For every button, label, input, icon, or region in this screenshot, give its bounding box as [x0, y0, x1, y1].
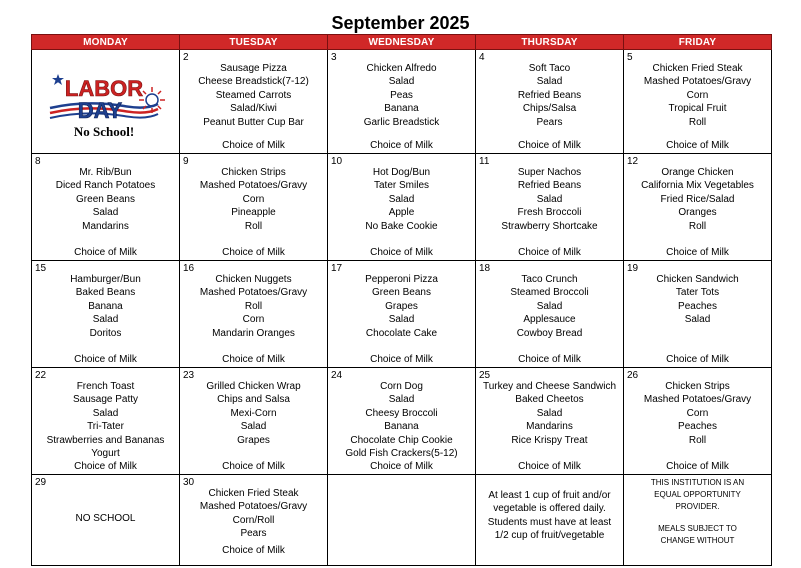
menu-items — [624, 261, 771, 327]
day-number: 16 — [183, 263, 195, 274]
menu-item: Steamed Broccoli — [510, 287, 589, 299]
menu-item: Peaches — [678, 300, 717, 312]
menu-item: Green Beans — [76, 193, 135, 205]
milk-choice: Choice of Milk — [370, 461, 433, 472]
milk-choice: Choice of Milk — [74, 247, 137, 258]
menu-item: Salad — [92, 207, 119, 219]
statement-line: CHANGE WITHOUT — [660, 536, 735, 545]
menu-item: Salad — [388, 394, 415, 406]
menu-item: Peanut Butter Cup Bar — [203, 116, 304, 128]
menu-item: Salad — [536, 407, 563, 419]
header-thursday: THURSDAY — [476, 35, 624, 50]
day-number: 22 — [35, 370, 47, 381]
week-row-3 — [32, 261, 772, 368]
menu-item: Steamed Carrots — [215, 89, 292, 101]
statement-line: THIS INSTITUTION IS AN — [650, 478, 745, 487]
header-wednesday: WEDNESDAY — [328, 35, 476, 50]
milk-choice: Choice of Milk — [666, 140, 729, 151]
menu-item: Sausage Patty — [72, 394, 139, 406]
menu-item: Orange Chicken — [661, 167, 734, 178]
day-number: 4 — [479, 52, 485, 63]
menu-item: Salad/Kiwi — [230, 103, 277, 115]
menu-item: Salad — [92, 314, 119, 326]
menu-item: Turkey and Cheese Sandwich — [482, 381, 617, 392]
menu-item: French Toast — [76, 381, 135, 392]
day-cell — [32, 261, 180, 368]
menu-item: Roll — [688, 220, 707, 232]
menu-item: Salad — [388, 314, 415, 326]
day-number: 19 — [627, 263, 639, 274]
milk-choice: Choice of Milk — [666, 354, 729, 365]
logo-labor-text: LABOR — [64, 76, 144, 101]
statement-line: MEALS SUBJECT TO — [658, 524, 737, 533]
day-number: 30 — [183, 477, 195, 488]
menu-item: Refried Beans — [517, 89, 582, 101]
note-line: Students must have at least — [487, 516, 612, 528]
note-line: At least 1 cup of fruit and/or — [488, 490, 611, 501]
menu-items — [476, 154, 623, 233]
menu-item: Corn — [242, 193, 265, 205]
menu-item: Tater Tots — [675, 287, 720, 299]
day-cell — [180, 475, 328, 566]
menu-item: Mr. Rib/Bun — [79, 167, 132, 178]
day-number: 26 — [627, 370, 639, 381]
menu-items — [476, 261, 623, 340]
menu-item: No Bake Cookie — [365, 220, 438, 232]
menu-item: Mandarin Oranges — [212, 327, 295, 339]
menu-item: Salad — [536, 76, 563, 88]
menu-items — [180, 261, 327, 340]
menu-item: Salad — [536, 193, 563, 205]
star-icon — [52, 74, 64, 85]
statement-line: PROVIDER. — [675, 502, 720, 511]
menu-item: Chicken Fried Steak — [652, 63, 743, 74]
menu-item: Banana — [88, 300, 123, 312]
menu-items — [328, 261, 475, 340]
milk-choice: Choice of Milk — [222, 247, 285, 258]
milk-choice: Choice of Milk — [222, 354, 285, 365]
day-cell — [624, 368, 772, 475]
milk-choice: Choice of Milk — [222, 545, 285, 556]
day-cell — [476, 50, 624, 154]
page-title: September 2025 — [331, 13, 470, 33]
menu-item: Strawberries and Bananas — [46, 434, 165, 446]
menu-item: Diced Ranch Potatoes — [55, 180, 156, 192]
day-number: 17 — [331, 263, 343, 274]
menu-item: Salad — [684, 314, 711, 326]
day-number: 5 — [627, 52, 633, 63]
header-friday: FRIDAY — [624, 35, 772, 50]
menu-item: Chicken Fried Steak — [208, 488, 299, 499]
menu-item: Salad — [92, 407, 119, 419]
day-number: 2 — [183, 52, 189, 63]
menu-item: Baked Beans — [75, 287, 136, 299]
milk-choice: Choice of Milk — [370, 140, 433, 151]
menu-item: Chocolate Chip Cookie — [350, 434, 453, 446]
week-row-5 — [32, 475, 772, 566]
menu-item: Mashed Potatoes/Gravy — [199, 180, 308, 192]
day-cell — [476, 154, 624, 261]
menu-item: Pears — [240, 528, 267, 540]
labor-day-logo — [46, 70, 172, 142]
menu-item: Mexi-Corn — [230, 407, 277, 419]
menu-items — [180, 154, 327, 233]
menu-item: Corn — [686, 89, 709, 101]
menu-item: Chips and Salsa — [217, 394, 290, 406]
menu-item: Baked Cheetos — [515, 394, 584, 406]
menu-item: Chicken Strips — [221, 167, 286, 178]
disclaimer-cell — [624, 475, 772, 566]
day-number: 25 — [479, 370, 491, 381]
menu-item: Pineapple — [231, 207, 276, 219]
day-number: 11 — [479, 156, 490, 167]
milk-choice: Choice of Milk — [518, 461, 581, 472]
day-cell — [328, 50, 476, 154]
menu-item: Pears — [536, 116, 563, 128]
menu-item: Mandarins — [82, 220, 129, 232]
menu-item: Hamburger/Bun — [70, 274, 141, 285]
menu-item: Rice Krispy Treat — [511, 434, 588, 446]
milk-choice: Choice of Milk — [222, 140, 285, 151]
menu-item: Banana — [384, 421, 419, 433]
lunch-calendar — [31, 34, 772, 566]
menu-item: Grapes — [237, 434, 270, 446]
day-cell — [180, 154, 328, 261]
menu-item: Salad — [388, 193, 415, 205]
menu-item: Refried Beans — [517, 180, 582, 192]
day-cell — [476, 261, 624, 368]
day-number: 12 — [627, 156, 639, 167]
menu-item: Salad — [240, 421, 267, 433]
menu-item: Corn — [686, 407, 709, 419]
nutrition-note-cell — [476, 475, 624, 566]
menu-item: Banana — [384, 103, 419, 115]
menu-items — [32, 154, 179, 233]
day-number: 3 — [331, 52, 337, 63]
milk-choice: Choice of Milk — [74, 461, 137, 472]
menu-item: Corn — [242, 314, 265, 326]
menu-items — [32, 261, 179, 340]
menu-items — [624, 368, 771, 447]
menu-item: Tropical Fruit — [668, 103, 727, 115]
day-cell-empty — [328, 475, 476, 566]
day-cell — [180, 50, 328, 154]
week-row-1 — [32, 50, 772, 154]
menu-item: Chicken Nuggets — [215, 274, 292, 285]
menu-item: Corn Dog — [380, 381, 423, 392]
day-cell — [328, 368, 476, 475]
menu-item: Garlic Breadstick — [363, 116, 440, 128]
day-number: 15 — [35, 263, 47, 274]
milk-choice: Choice of Milk — [74, 354, 137, 365]
menu-item: Yogurt — [91, 448, 120, 460]
day-cell-labor-day — [32, 50, 180, 154]
menu-item: Salad — [536, 300, 563, 312]
menu-item: Mashed Potatoes/Gravy — [199, 501, 308, 513]
menu-item: Hot Dog/Bun — [372, 167, 431, 178]
menu-item: Taco Crunch — [521, 274, 578, 285]
menu-item: Apple — [388, 207, 415, 219]
menu-item: Roll — [244, 300, 263, 312]
milk-choice: Choice of Milk — [370, 354, 433, 365]
menu-items — [180, 50, 327, 129]
menu-item: Tater Smiles — [373, 180, 429, 192]
milk-choice: Choice of Milk — [666, 247, 729, 258]
labor-day-logo-art — [46, 70, 172, 142]
milk-choice: Choice of Milk — [518, 247, 581, 258]
menu-item: Gold Fish Crackers(5-12) — [345, 448, 458, 460]
menu-item: Mashed Potatoes/Gravy — [199, 287, 308, 299]
header-tuesday: TUESDAY — [180, 35, 328, 50]
menu-items — [624, 154, 771, 233]
menu-items — [328, 154, 475, 233]
day-cell — [180, 368, 328, 475]
menu-item: Corn/Roll — [232, 514, 275, 526]
day-number: 10 — [331, 156, 343, 167]
menu-items — [32, 368, 179, 460]
menu-item: Chicken Sandwich — [656, 274, 739, 285]
menu-item: Cowboy Bread — [516, 327, 583, 339]
day-cell — [476, 368, 624, 475]
day-number: 29 — [35, 477, 47, 488]
menu-item: Applesauce — [523, 314, 576, 326]
menu-items — [476, 368, 623, 447]
week-row-2 — [32, 154, 772, 261]
no-school-label: NO SCHOOL — [75, 513, 136, 524]
day-cell — [32, 475, 180, 566]
day-number: 24 — [331, 370, 343, 381]
menu-item: Soft Taco — [528, 63, 571, 74]
week-row-4 — [32, 368, 772, 475]
statement-line: EQUAL OPPORTUNITY — [654, 490, 741, 499]
menu-item: Super Nachos — [517, 167, 582, 178]
menu-item: Mashed Potatoes/Gravy — [643, 76, 752, 88]
menu-item: Peaches — [678, 421, 717, 433]
menu-item: Roll — [688, 116, 707, 128]
menu-item: Chips/Salsa — [522, 103, 577, 115]
menu-item: Grapes — [385, 300, 418, 312]
menu-item: Cheese Breadstick(7-12) — [198, 76, 309, 88]
milk-choice: Choice of Milk — [370, 247, 433, 258]
menu-item: California Mix Vegetables — [641, 180, 754, 192]
menu-item: Doritos — [89, 327, 122, 339]
milk-choice: Choice of Milk — [518, 354, 581, 365]
day-cell — [328, 154, 476, 261]
menu-item: Roll — [244, 220, 263, 232]
day-number: 18 — [479, 263, 491, 274]
menu-item: Fried Rice/Salad — [660, 193, 735, 205]
menu-item: Pepperoni Pizza — [365, 274, 438, 285]
menu-item: Cheesy Broccoli — [365, 407, 438, 419]
menu-items — [476, 50, 623, 129]
menu-item: Chocolate Cake — [365, 327, 438, 339]
menu-item: Chicken Strips — [665, 381, 730, 392]
day-cell — [624, 154, 772, 261]
weekday-header-row — [32, 35, 772, 50]
menu-item: Peas — [390, 89, 413, 101]
note-line: 1/2 cup of fruit/vegetable — [494, 530, 605, 542]
menu-items — [624, 50, 771, 129]
day-cell — [624, 50, 772, 154]
logo-day-text: DAY — [77, 98, 123, 123]
menu-item: Chicken Alfredo — [366, 63, 437, 74]
menu-item: Tri-Tater — [87, 421, 124, 433]
day-cell — [624, 261, 772, 368]
equal-opportunity-statement — [624, 475, 771, 547]
milk-choice: Choice of Milk — [666, 461, 729, 472]
menu-items — [328, 368, 475, 460]
milk-choice: Choice of Milk — [518, 140, 581, 151]
menu-items — [180, 475, 327, 541]
day-number: 23 — [183, 370, 195, 381]
menu-item: Mashed Potatoes/Gravy — [643, 394, 752, 406]
note-line: vegetable is offered daily. — [493, 503, 606, 515]
day-cell — [32, 368, 180, 475]
day-cell — [180, 261, 328, 368]
menu-item: Salad — [388, 76, 415, 88]
menu-item: Grilled Chicken Wrap — [206, 381, 301, 392]
nutrition-note — [476, 475, 623, 543]
day-number: 9 — [183, 156, 189, 167]
day-cell — [328, 261, 476, 368]
menu-item: Oranges — [678, 207, 717, 219]
menu-item: Mandarins — [526, 421, 573, 433]
menu-item: Strawberry Shortcake — [501, 220, 598, 232]
menu-item: Fresh Broccoli — [517, 207, 582, 219]
menu-items — [180, 368, 327, 447]
day-number: 8 — [35, 156, 41, 167]
milk-choice: Choice of Milk — [222, 461, 285, 472]
logo-no-school-text: No School! — [73, 124, 135, 139]
menu-item: Roll — [688, 434, 707, 446]
header-monday: MONDAY — [32, 35, 180, 50]
menu-items — [328, 50, 475, 129]
menu-item: Green Beans — [372, 287, 431, 299]
menu-item: Sausage Pizza — [220, 63, 287, 74]
day-cell — [32, 154, 180, 261]
